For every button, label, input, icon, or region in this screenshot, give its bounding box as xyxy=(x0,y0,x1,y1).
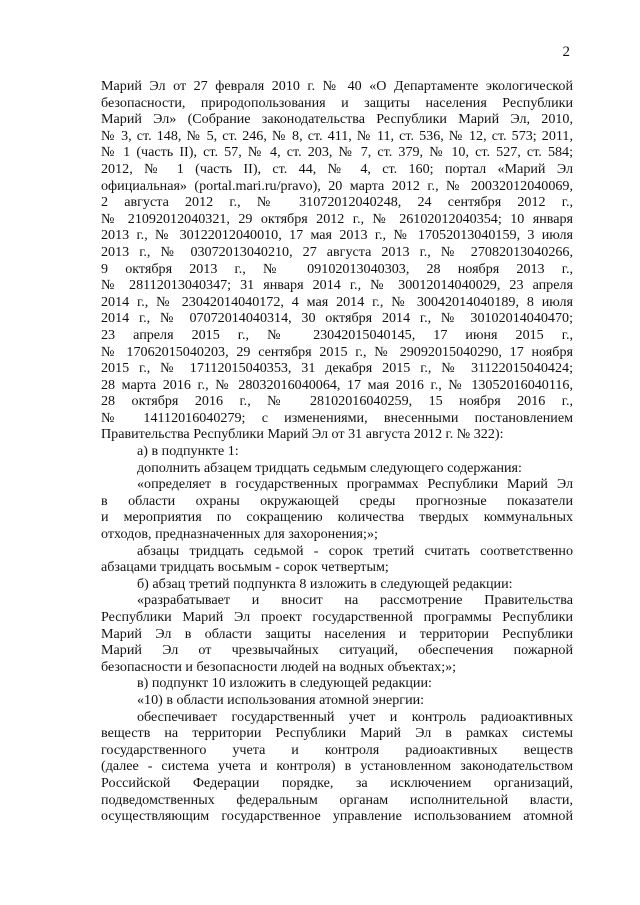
text-line: 2014 г., № 23042014040172, 4 мая 2014 г., № 30042014040189, 8 июля xyxy=(101,293,573,310)
text-line: а) в подпункте 1: xyxy=(137,443,239,460)
text-line: обеспечивает государственный учет и контроль радиоактивных xyxy=(137,708,573,725)
text-line: дополнить абзацем тридцать седьмым следующего содержания: xyxy=(137,459,522,476)
text-line: 28 марта 2016 г., № 28032016040064, 17 мая 2016 г., № 13052016040116, xyxy=(101,376,573,393)
text-line: 2014 г., № 07072014040314, 30 октября 2014 г., № 30102014040470; xyxy=(101,310,573,327)
text-line: № 17062015040203, 29 сентября 2015 г., № 29092015040290, 17 ноября xyxy=(101,343,573,360)
text-line: 2013 г., № 03072013040210, 27 августа 2013 г., № 27082013040266, xyxy=(101,243,573,260)
text-line: «разрабатывает и вносит на рассмотрение Правительства xyxy=(137,592,573,609)
text-line: (далее - система учета и контроля) в установленном законодательством xyxy=(101,758,573,775)
text-line: отходов, предназначенных для захоронения;»; xyxy=(101,526,378,543)
text-line: № 28112013040347; 31 января 2014 г., № 30012014040029, 23 апреля xyxy=(101,277,573,294)
text-line: безопасности и безопасности людей на водных объектах;»; xyxy=(101,658,457,675)
text-line: официальная» (portal.mari.ru/pravo), 20 марта 2012 г., № 20032012040069, xyxy=(101,177,573,194)
text-line: 2012, № 1 (часть II), ст. 44, № 4, ст. 160; портал «Марий Эл xyxy=(101,160,573,177)
text-line: б) абзац третий подпункта 8 изложить в следующей редакции: xyxy=(137,575,513,592)
text-line: Российской Федерации порядке, за исключением организаций, xyxy=(101,774,573,791)
page-number: 2 xyxy=(562,44,570,60)
text-line: осуществляющим государственное управление использованием атомной xyxy=(101,808,573,825)
text-line: подведомственных федеральным органам исполнительной власти, xyxy=(101,791,573,808)
text-line: № 14112016040279; с изменениями, внесенными постановлением xyxy=(101,409,573,426)
text-line: 9 октября 2013 г., № 09102013040303, 28 ноября 2013 г., xyxy=(101,260,573,277)
text-line: Марий Эл» (Собрание законодательства Республики Марий Эл, 2010, xyxy=(101,111,573,128)
text-line: государственного учета и контроля радиоактивных веществ xyxy=(101,741,573,758)
text-line: № 21092012040321, 29 октября 2012 г., № 26102012040354; 10 января xyxy=(101,210,573,227)
text-line: «10) в области использования атомной энергии: xyxy=(137,691,425,708)
text-line: Правительства Республики Марий Эл от 31 августа 2012 г. № 322): xyxy=(101,426,504,443)
document-body xyxy=(101,78,573,825)
text-line: в области охраны окружающей среды прогнозные показатели xyxy=(101,492,573,509)
text-line: Марий Эл в области защиты населения и территории Республики xyxy=(101,625,573,642)
text-line: Марий Эл от чрезвычайных ситуаций, обеспечения пожарной xyxy=(101,642,573,659)
text-line: абзацы тридцать седьмой - сорок третий считать соответственно xyxy=(137,542,573,559)
text-line: в) подпункт 10 изложить в следующей редакции: xyxy=(137,675,432,692)
text-line: 2013 г., № 30122012040010, 17 мая 2013 г., № 17052013040159, 3 июля xyxy=(101,227,573,244)
text-line: безопасности, природопользования и защиты населения Республики xyxy=(101,94,573,111)
text-line: веществ на территории Республики Марий Эл в рамках системы xyxy=(101,725,573,742)
text-line: абзацами тридцать восьмым - сорок четвертым; xyxy=(101,559,389,576)
text-line: и мероприятия по сокращению количества твердых коммунальных xyxy=(101,509,573,526)
text-line: 23 апреля 2015 г., № 23042015040145, 17 июня 2015 г., xyxy=(101,326,573,343)
text-line: 28 октября 2016 г., № 28102016040259, 15 ноября 2016 г., xyxy=(101,393,573,410)
text-line: «определяет в государственных программах Республики Марий Эл xyxy=(137,476,573,493)
text-line: № 1 (часть II), ст. 57, № 4, ст. 203, № 7, ст. 379, № 10, ст. 527, ст. 584; xyxy=(101,144,573,161)
text-line: 2 августа 2012 г., № 31072012040248, 24 сентября 2012 г., xyxy=(101,194,573,211)
text-line: № 3, ст. 148, № 5, ст. 246, № 8, ст. 411, № 11, ст. 536, № 12, ст. 573; 2011, xyxy=(101,127,573,144)
text-line: 2015 г., № 17112015040353, 31 декабря 2015 г., № 31122015040424; xyxy=(101,360,573,377)
text-line: Марий Эл от 27 февраля 2010 г. № 40 «О Департаменте экологической xyxy=(101,78,573,94)
text-line: Республики Марий Эл проект государственной программы Республики xyxy=(101,609,573,625)
